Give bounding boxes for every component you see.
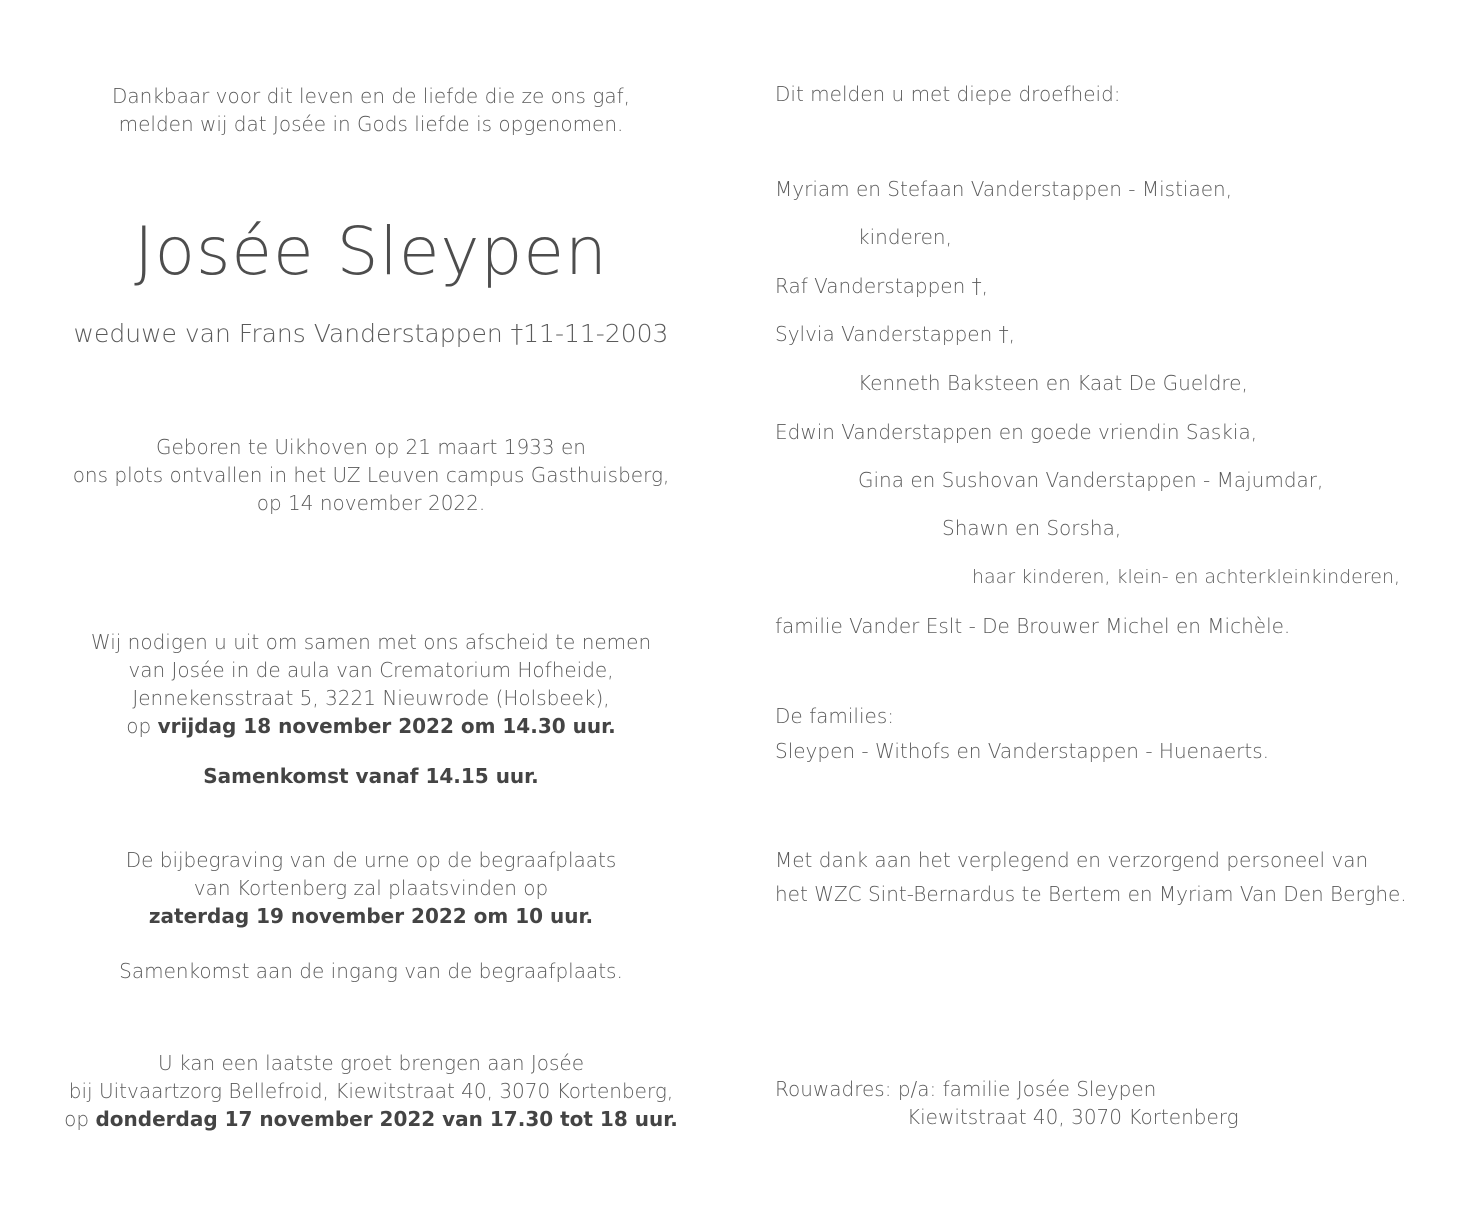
invitation-date-prefix: op: [126, 714, 158, 738]
burial-line: van Kortenberg zal plaatsvinden op: [193, 876, 549, 900]
burial-text: [40, 846, 702, 930]
visit-line: U kan een laatste groet brengen aan Josée: [157, 1051, 585, 1075]
family-line: Kenneth Baksteen en Kaat De Gueldre,: [858, 371, 1248, 395]
families-text: Sleypen - Withofs en Vanderstappen - Huenaerts.: [775, 739, 1270, 763]
visit-date-prefix: op: [64, 1107, 96, 1131]
address-line: Kiewitstraat 40, 3070 Kortenberg: [907, 1105, 1239, 1129]
ceremony-date: vrijdag 18 november 2022 om 14.30 uur.: [157, 714, 616, 738]
family-line: Myriam en Stefaan Vanderstappen - Mistiaen,: [775, 177, 1233, 201]
family-line: Raf Vanderstappen †,: [775, 274, 988, 298]
thanks-line: het WZC Sint-Bernardus te Bertem en Myriam Van Den Berghe.: [775, 882, 1407, 906]
invitation-date-line: [40, 712, 702, 740]
thanks-line: Met dank aan het verplegend en verzorgend personeel van: [775, 848, 1369, 872]
widow-line: weduwe van Frans Vanderstappen †11-11-2003: [73, 319, 669, 348]
visit-text: [40, 1049, 702, 1133]
deceased-name: Josée Sleypen: [134, 213, 608, 290]
birth-text: [40, 433, 702, 517]
invitation-line: Wij nodigen u uit om samen met ons afscheid te nemen: [90, 630, 652, 654]
burial-line: De bijbegraving van de urne op de begraafplaats: [125, 848, 617, 872]
announce-text: Dit melden u met diepe droefheid:: [775, 82, 1121, 106]
visit-line: bij Uitvaartzorg Bellefroid, Kiewitstraat 40, 3070 Kortenberg,: [68, 1079, 674, 1103]
address-label: Rouwadres: p/a: familie Josée Sleypen: [775, 1077, 1157, 1101]
family-line: haar kinderen, klein- en achterkleinkinderen,: [972, 566, 1401, 588]
intro-text: [40, 82, 702, 138]
birth-line: ons plots ontvallen in het UZ Leuven campus Gasthuisberg,: [72, 463, 670, 487]
birth-line: Geboren te Uikhoven op 21 maart 1933 en: [156, 435, 586, 459]
families-label: De families:: [775, 704, 894, 728]
family-line: Edwin Vanderstappen en goede vriendin Saskia,: [775, 420, 1258, 444]
burial-gathering: Samenkomst aan de ingang van de begraafplaats.: [119, 959, 623, 983]
birth-line: op 14 november 2022.: [256, 491, 486, 515]
family-line: kinderen,: [858, 225, 952, 249]
burial-date: zaterdag 19 november 2022 om 10 uur.: [148, 904, 594, 928]
invitation-text: [40, 628, 702, 740]
intro-line: Dankbaar voor dit leven en de liefde die ze ons gaf,: [111, 84, 630, 108]
family-line: familie Vander Eslt - De Brouwer Michel en Michèle.: [775, 614, 1291, 638]
family-line: Gina en Sushovan Vanderstappen - Majumdar,: [858, 468, 1324, 492]
family-line: Shawn en Sorsha,: [942, 516, 1122, 540]
ceremony-gathering: Samenkomst vanaf 14.15 uur.: [203, 764, 539, 788]
invitation-line: van Josée in de aula van Crematorium Hofheide,: [128, 658, 614, 682]
intro-line: melden wij dat Josée in Gods liefde is opgenomen.: [118, 112, 624, 136]
visit-date: donderdag 17 november 2022 van 17.30 tot 18 uur.: [95, 1107, 678, 1131]
family-line: Sylvia Vanderstappen †,: [775, 322, 1015, 346]
invitation-line: Jennekensstraat 5, 3221 Nieuwrode (Holsbeek),: [132, 686, 610, 710]
visit-date-line: [40, 1105, 702, 1133]
